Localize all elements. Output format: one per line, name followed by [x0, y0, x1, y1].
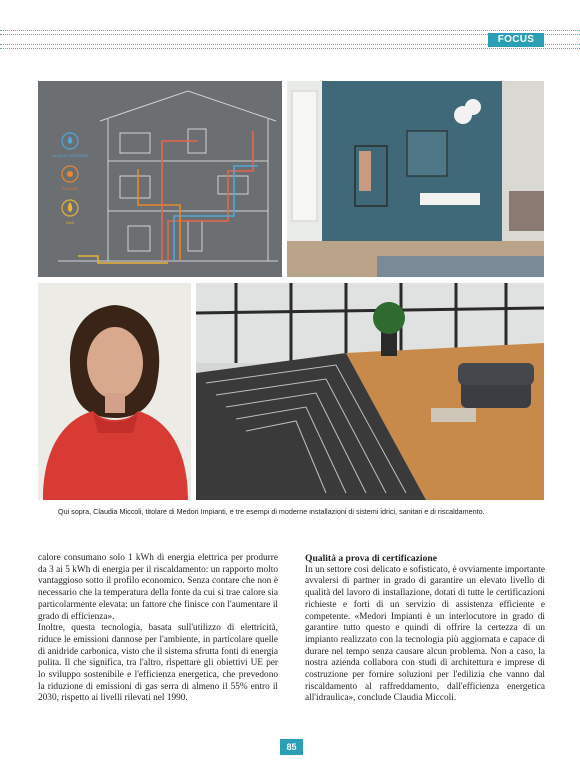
- flame-icon: [62, 200, 78, 225]
- body-column-left: [38, 553, 278, 705]
- svg-text:GAS: GAS: [65, 220, 75, 225]
- underfloor-heating-image: [196, 283, 544, 500]
- image-caption: Qui sopra, Claudia Miccoli, titolare di Medori Impianti, e tre esempi di moderne installazioni di sistemi idrici, sanitari e di riscaldamento.: [58, 507, 485, 516]
- header-rule: [0, 30, 580, 31]
- sun-icon: [62, 166, 79, 191]
- portrait-image: [38, 283, 191, 500]
- water-drop-icon: [52, 133, 88, 158]
- section-tag: FOCUS: [488, 33, 544, 47]
- svg-text:SOLARE: SOLARE: [61, 186, 79, 191]
- svg-text:ACQUA SANITARIA: ACQUA SANITARIA: [52, 153, 88, 158]
- body-paragraph: In un settore così delicato e sofisticato, è ovviamente importante avvalersi di partner in grado di garantire un elevato livello di qualità del lavoro di installazione, dotati di tutte le certificazioni richieste e forti di un servizio di assistenza efficiente e competente. «Medori Impianti è un interlocutore in grado di garantire tutto questo e quindi di offrire la certezza di un impianto realizzato con la tecnologia più aggiornata e capace di durare nel tempo senza causare alcun problema. Non a caso, la nostra azienda collabora con studi di architettura e imprese di costruzione per fornire soluzioni per l'edilizia che vanno dal riscaldamento al raffreddamento, dall'efficienza energetica all'idraulica», conclude Claudia Miccoli.: [305, 564, 545, 704]
- body-paragraph: Inoltre, questa tecnologia, basata sull'utilizzo di elettricità, riduce le emissioni dannose per l'ambiente, in particolare quelle di anidride carbonica, visto che il sistema sfrutta fonti di energia pulita. Il che significa, tra l'altro, rispettare gli obiettivi UE per lo sviluppo sostenibile e l'efficienza energetica, che prevedono la riduzione di emissioni di gas serra di almeno il 55% entro il 2030, rispetto ai livelli rilevati nel 1990.: [38, 623, 278, 704]
- bathroom-image: [287, 81, 544, 277]
- section-heading: Qualità a prova di certificazione: [305, 553, 437, 564]
- body-column-right: [305, 553, 545, 705]
- body-paragraph: calore consumano solo 1 kWh di energia elettrica per produrre da 3 ai 5 kWh di energia per il riscaldamento: un rapporto molto vantaggioso sotto il profilo economico. Senza contare che non è necessario che la temperatura della fonte da cui si trae calore sia particolarmente elevata: un fattore che finisce con l'aumentare il grado di efficienza».: [38, 553, 278, 622]
- header-rule: [0, 48, 580, 49]
- house-diagram-image: [38, 81, 282, 277]
- page-number: 85: [280, 739, 303, 755]
